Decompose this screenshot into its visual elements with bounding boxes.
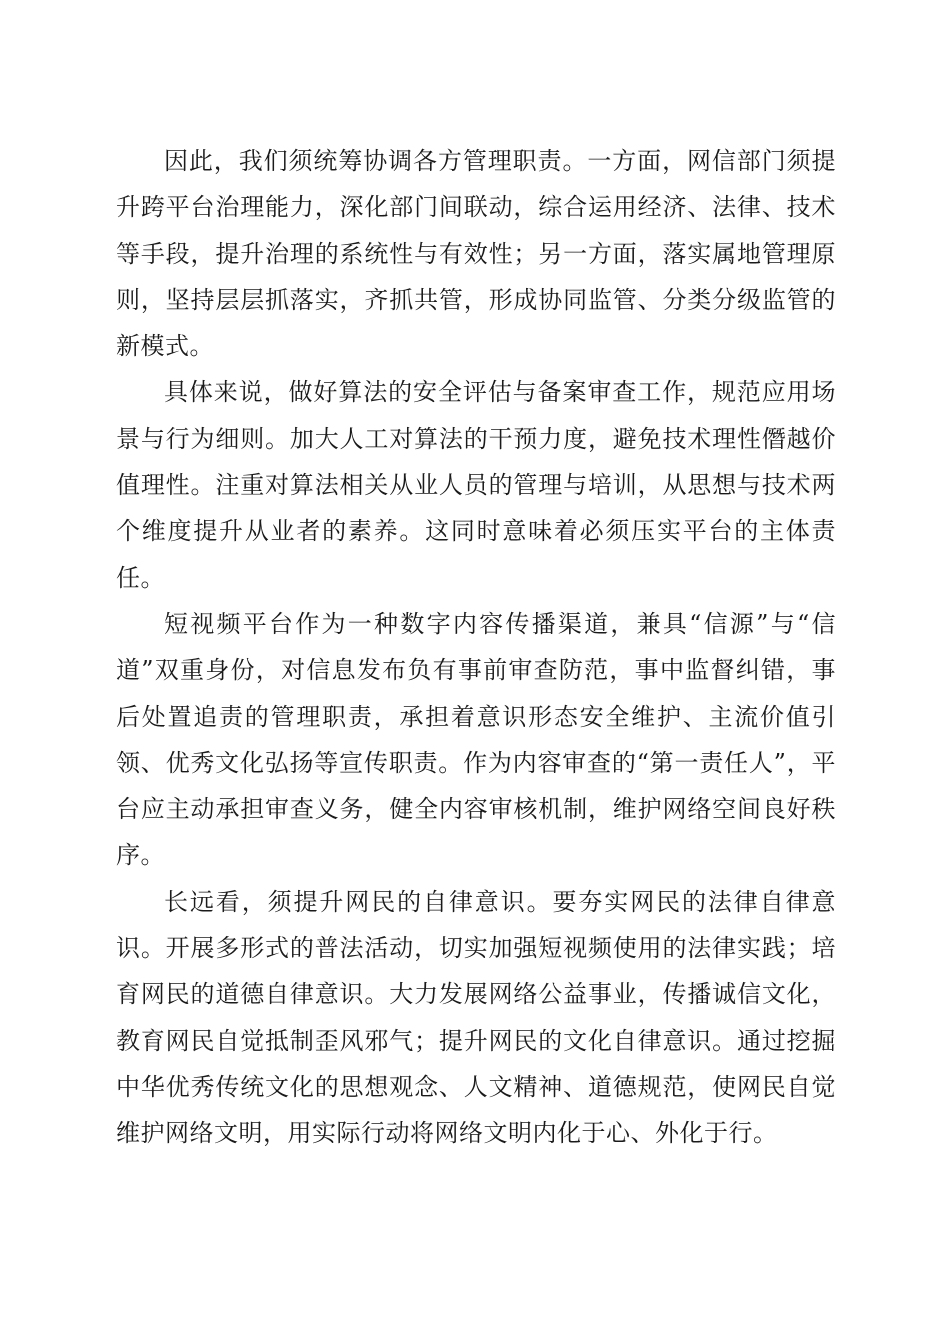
paragraph-2: 具体来说，做好算法的安全评估与备案审查工作，规范应用场景与行为细则。加大人工对算法的干预力度，避免技术理性僭越价值理性。注重对算法相关从业人员的管理与培训，从思想与技术两个维度提升从业者的素养。这同时意味着必须压实平台的主体责任。 bbox=[116, 378, 836, 592]
paragraph-3: 短视频平台作为一种数字内容传播渠道，兼具“信源”与“信道”双重身份，对信息发布负有事前审查防范，事中监督纠错，事后处置追责的管理职责，承担着意识形态安全维护、主流价值引领、优秀文化弘扬等宣传职责。作为内容审查的“第一责任人”，平台应主动承担审查义务，健全内容审核机制，维护网络空间良好秩序。 bbox=[116, 609, 836, 870]
paragraph-4: 长远看，须提升网民的自律意识。要夯实网民的法律自律意识。开展多形式的普法活动，切实加强短视频使用的法律实践；培育网民的道德自律意识。大力发展网络公益事业，传播诚信文化，教育网民自觉抵制歪风邪气；提升网民的文化自律意识。通过挖掘中华优秀传统文化的思想观念、人文精神、道德规范，使网民自觉维护网络文明，用实际行动将网络文明内化于心、外化于行。 bbox=[116, 887, 836, 1148]
document-body bbox=[116, 138, 836, 1157]
paragraph-1: 因此，我们须统筹协调各方管理职责。一方面，网信部门须提升跨平台治理能力，深化部门间联动，综合运用经济、法律、技术等手段，提升治理的系统性与有效性；另一方面，落实属地管理原则，坚持层层抓落实，齐抓共管，形成协同监管、分类分级监管的新模式。 bbox=[116, 147, 836, 361]
